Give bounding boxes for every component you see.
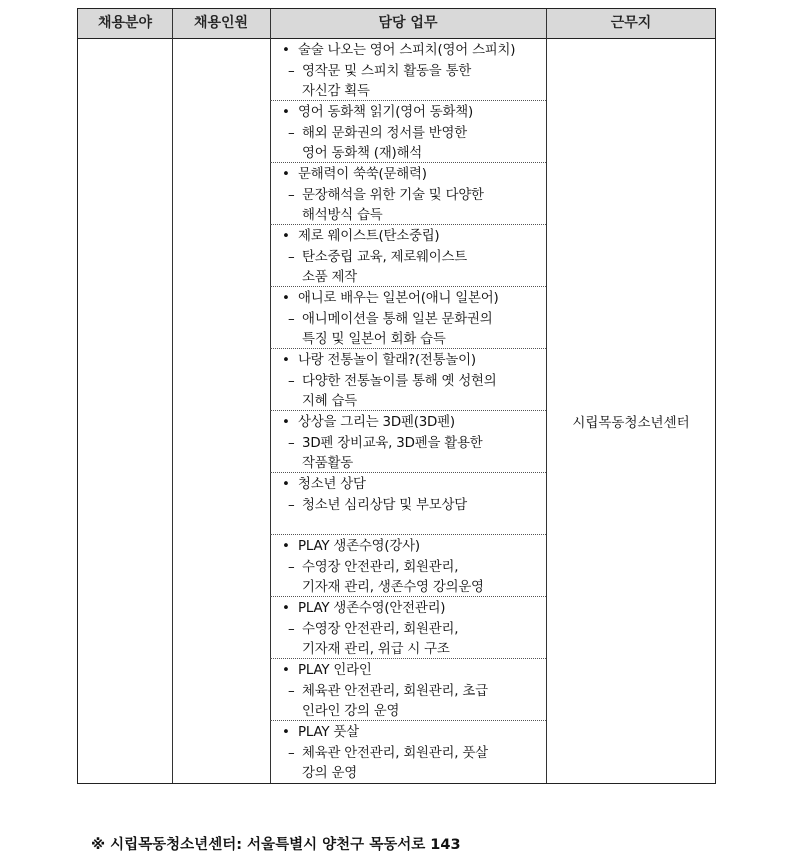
duty-item [270, 411, 546, 473]
duty-title [282, 723, 542, 744]
dash-icon: – [288, 125, 295, 141]
duty-description [282, 434, 542, 475]
duty-title [282, 351, 542, 372]
dash-icon: – [288, 683, 295, 699]
duty-description [282, 744, 542, 785]
duty-title [282, 537, 542, 558]
duty-description [282, 248, 542, 289]
duty-title-text: PLAY 생존수영(안전관리) [298, 601, 446, 616]
duty-title-text: PLAY 생존수영(강사) [298, 539, 420, 554]
duty-desc-line1: 해외 문화권의 정서를 반영한 [302, 125, 467, 141]
duty-title [282, 661, 542, 682]
duty-item [270, 659, 546, 721]
duty-title-text: 문해력이 쑥쑥(문해력) [298, 167, 427, 182]
duty-title-text: 술술 나오는 영어 스피치(영어 스피치) [298, 43, 516, 58]
duty-desc-line1: 다양한 전통놀이를 통해 옛 성현의 [302, 373, 497, 389]
duty-desc-line2: 기자재 관리, 위급 시 구조 [302, 642, 450, 657]
duty-desc-line1: 3D펜 장비교육, 3D펜을 활용한 [302, 435, 483, 451]
duty-title-text: 나랑 전통놀이 할래?(전통놀이) [298, 353, 476, 368]
dash-icon: – [288, 621, 295, 637]
duty-desc-line1: 문장해석을 위한 기술 및 다양한 [302, 187, 484, 203]
duty-desc-line1: 수영장 안전관리, 회원관리, [302, 621, 459, 637]
table-header-row [78, 9, 715, 39]
duty-description [282, 558, 542, 599]
dash-icon: – [288, 435, 295, 451]
duty-item [270, 535, 546, 597]
duty-desc-line2: 소품 제작 [302, 270, 357, 285]
duty-desc-line1: 영작문 및 스피치 활동을 통한 [302, 63, 472, 79]
duty-description [282, 496, 542, 517]
bullet-icon: • [282, 663, 290, 678]
duty-desc-line2: 자신감 획득 [302, 84, 370, 99]
duty-title-text: PLAY 인라인 [298, 663, 372, 678]
duty-description [282, 372, 542, 413]
duty-title-text: 상상을 그리는 3D펜(3D펜) [298, 415, 455, 430]
column-divider [172, 9, 173, 783]
duty-title [282, 289, 542, 310]
duty-desc-line2: 지혜 습득 [302, 394, 357, 409]
duty-desc-line2: 인라인 강의 운영 [302, 704, 400, 719]
duty-title [282, 41, 542, 62]
dash-icon: – [288, 187, 295, 203]
duty-desc-line1: 청소년 심리상담 및 부모상담 [302, 497, 467, 513]
duty-desc-line2: 작품활동 [302, 456, 353, 471]
duty-title-text: 제로 웨이스트(탄소중립) [298, 229, 440, 244]
bullet-icon: • [282, 601, 290, 616]
duty-desc-line1: 애니메이션을 통해 일본 문화권의 [302, 311, 493, 327]
dash-icon: – [288, 311, 295, 327]
duty-item [270, 721, 546, 783]
duty-description [282, 620, 542, 661]
bullet-icon: • [282, 477, 290, 492]
duty-title-text: PLAY 풋살 [298, 725, 359, 740]
duty-item [270, 101, 546, 163]
duty-title [282, 165, 542, 186]
dash-icon: – [288, 373, 295, 389]
duty-title [282, 599, 542, 620]
footnote: ※ 시립목동청소년센터: 서울특별시 양천구 목동서로 143 [91, 837, 461, 853]
duty-description [282, 310, 542, 351]
header-field: 채용분야 [97, 15, 153, 31]
duty-item [270, 39, 546, 101]
duty-title-text: 애니로 배우는 일본어(애니 일본어) [298, 291, 499, 306]
header-duty: 담당 업무 [378, 15, 438, 31]
duty-desc-line2: 강의 운영 [302, 766, 357, 781]
duty-description [282, 124, 542, 165]
dash-icon: – [288, 249, 295, 265]
header-count: 채용인원 [193, 15, 249, 31]
dash-icon: – [288, 559, 295, 575]
duty-item [270, 287, 546, 349]
bullet-icon: • [282, 415, 290, 430]
duty-desc-line1: 체육관 안전관리, 회원관리, 풋살 [302, 745, 488, 761]
duty-title-text: 영어 동화책 읽기(영어 동화책) [298, 105, 474, 120]
bullet-icon: • [282, 291, 290, 306]
duty-desc-line2: 특징 및 일본어 회화 습득 [302, 332, 446, 347]
duty-title [282, 227, 542, 248]
dash-icon: – [288, 497, 295, 513]
duty-item [270, 597, 546, 659]
bullet-icon: • [282, 167, 290, 182]
bullet-icon: • [282, 725, 290, 740]
job-table [77, 8, 716, 784]
duty-desc-line2: 영어 동화책 (재)해석 [302, 146, 423, 161]
bullet-icon: • [282, 539, 290, 554]
workplace-cell: 시립목동청소년센터 [572, 415, 690, 431]
dash-icon: – [288, 745, 295, 761]
duty-desc-line2: 기자재 관리, 생존수영 강의운영 [302, 580, 484, 595]
bullet-icon: • [282, 229, 290, 244]
duty-description [282, 62, 542, 103]
duty-desc-line1: 수영장 안전관리, 회원관리, [302, 559, 459, 575]
bullet-icon: • [282, 353, 290, 368]
duty-title-text: 청소년 상담 [298, 477, 366, 492]
duty-title [282, 103, 542, 124]
duty-desc-line2: 해석방식 습득 [302, 208, 383, 223]
duty-desc-line1: 체육관 안전관리, 회원관리, 초급 [302, 683, 488, 699]
duty-desc-line1: 탄소중립 교육, 제로웨이스트 [302, 249, 467, 265]
duty-item [270, 163, 546, 225]
dash-icon: – [288, 63, 295, 79]
duty-list [270, 39, 546, 783]
duty-item [270, 225, 546, 287]
duty-title [282, 475, 542, 496]
duty-description [282, 186, 542, 227]
bullet-icon: • [282, 105, 290, 120]
duty-description [282, 682, 542, 723]
duty-item [270, 473, 546, 535]
bullet-icon: • [282, 43, 290, 58]
header-place: 근무지 [610, 15, 652, 31]
duty-item [270, 349, 546, 411]
duty-title [282, 413, 542, 434]
